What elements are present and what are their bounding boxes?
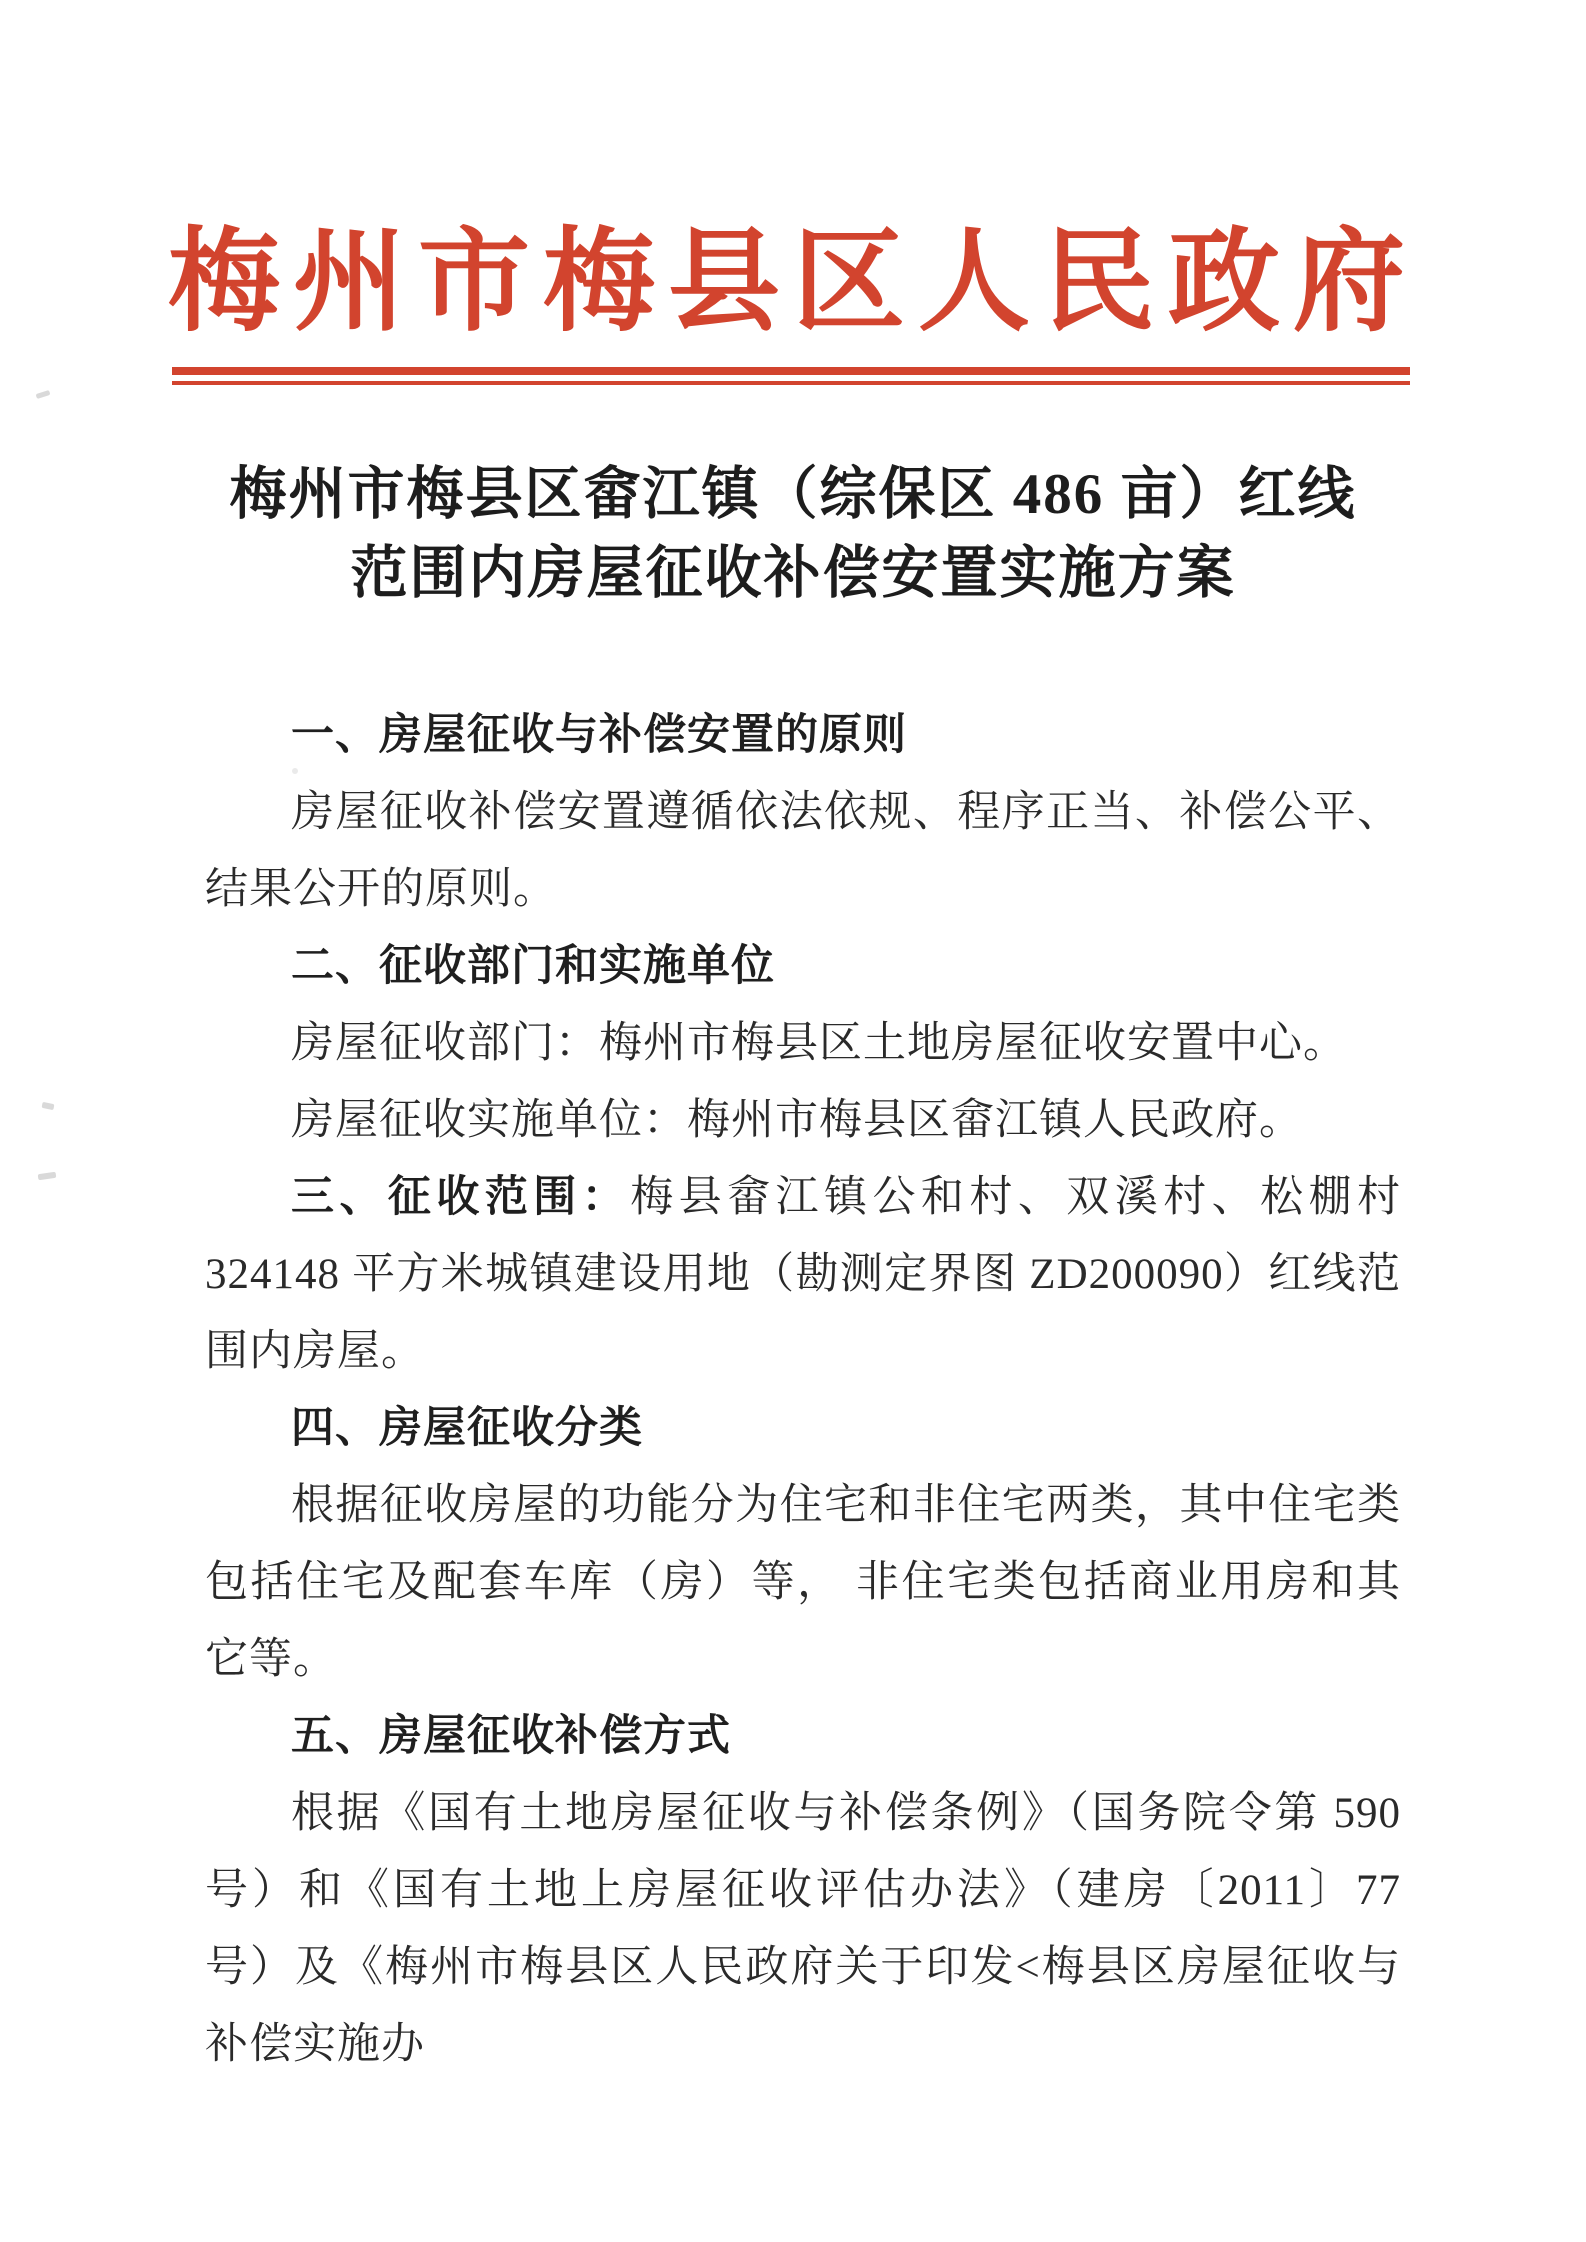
body-paragraph: 根据《国有土地房屋征收与补偿条例》（国务院令第 590 号）和《国有土地上房屋征收评估办法》（建房〔2011〕77 号）及《梅州市梅县区人民政府关于印发<梅县区房屋征收与补偿实施办: [205, 1789, 1401, 2068]
body-paragraph: 房屋征收部门：梅州市梅县区土地房屋征收安置中心。: [291, 1019, 1347, 1067]
document-title-line1: 梅州市梅县区畲江镇（综保区 486 亩）红线: [229, 462, 1357, 526]
letterhead: [0, 0, 1586, 385]
scan-artifact: [36, 390, 51, 399]
section-heading: 五、房屋征收补偿方式: [291, 1711, 731, 1760]
scan-artifact: [42, 1102, 55, 1110]
document-body: [205, 697, 1401, 2083]
body-paragraph: 根据征收房屋的功能分为住宅和非住宅两类，其中住宅类包括住宅及配套车库（房）等， 非住宅类包括商业用房和其它等。: [205, 1481, 1401, 1683]
section-heading: 二、征收部门和实施单位: [291, 941, 775, 990]
section-heading: 四、房屋征收分类: [291, 1403, 643, 1452]
scan-artifact: [38, 1172, 57, 1180]
divider-thick-line: [172, 367, 1410, 375]
letterhead-divider: [172, 367, 1410, 385]
divider-thin-line: [172, 381, 1410, 385]
section-heading-inline: 三、征收范围：: [291, 1172, 631, 1221]
body-paragraph: 房屋征收补偿安置遵循依法依规、程序正当、补偿公平、结果公开的原则。: [205, 788, 1401, 913]
letterhead-title: 梅州市梅县区人民政府: [168, 221, 1418, 345]
body-paragraph: 房屋征收实施单位：梅州市梅县区畲江镇人民政府。: [291, 1096, 1303, 1144]
section-heading: 一、房屋征收与补偿安置的原则: [291, 710, 907, 759]
body-paragraph: 三、征收范围：梅县畲江镇公和村、双溪村、松棚村 324148 平方米城镇建设用地（勘测定界图 ZD200090）红线范围内房屋。: [205, 1172, 1402, 1375]
document-title: [0, 455, 1586, 613]
scan-artifact: [292, 768, 298, 774]
document-title-line2: 范围内房屋征收补偿安置实施方案: [350, 541, 1236, 605]
